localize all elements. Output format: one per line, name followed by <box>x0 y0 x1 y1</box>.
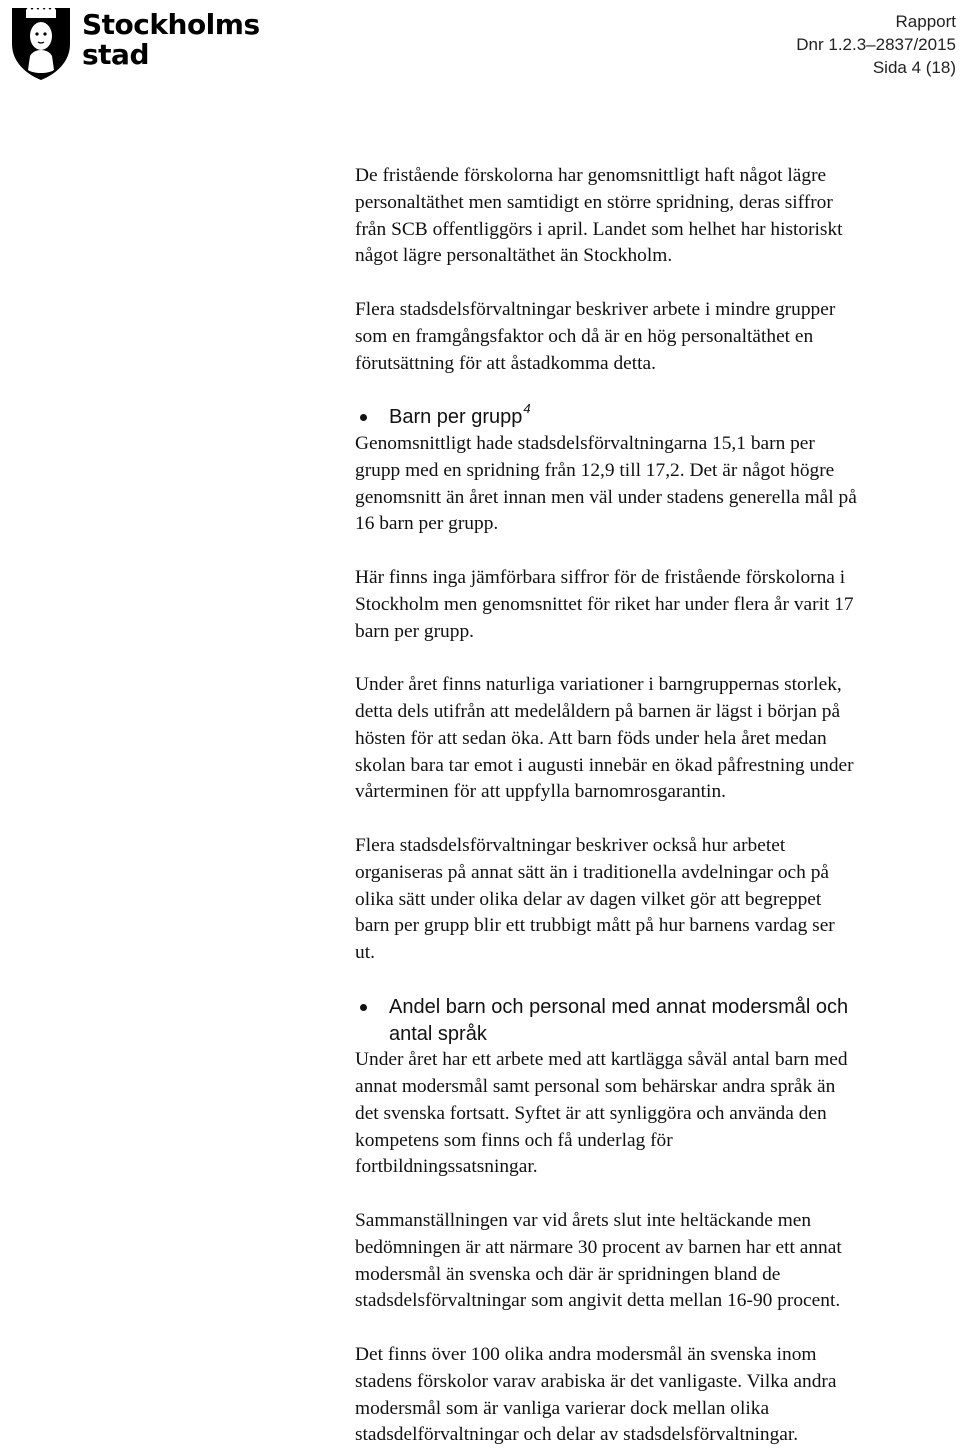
section-heading-mother-tongue <box>355 994 955 1048</box>
page-number: Sida 4 (18) <box>872 58 956 77</box>
text-line: Flera stadsdelsförvaltningar beskriver också hur arbetet <box>355 834 786 856</box>
paragraph-small-groups <box>355 297 955 377</box>
paragraph-organisation <box>355 833 955 967</box>
text-line: olika sätt under olika delar av dagen vilket gör att begreppet <box>355 888 822 910</box>
text-line: stadsdelsförvaltningar som angivit detta mellan 16-90 procent. <box>355 1290 841 1312</box>
text-line: det svenska fortsatt. Syftet är att synliggöra och använda den <box>355 1102 827 1124</box>
text-line: Stockholm men genomsnittet för riket har under flera år varit 17 <box>355 593 854 615</box>
text-line: detta dels utifrån att medelåldern på barnen är lägst i början på <box>355 700 841 722</box>
document-header-info <box>796 10 956 79</box>
paragraph-languages <box>355 1342 955 1449</box>
text-line: genomsnitt än året innan men väl under stadens generella mål på <box>355 486 857 508</box>
document-type: Rapport <box>895 12 956 31</box>
heading-line: Andel barn och personal med annat modersmål och <box>389 995 849 1018</box>
paragraph-mapping <box>355 1047 955 1181</box>
heading-line: antal språk <box>389 1022 487 1045</box>
text-line: fortbildningssatsningar. <box>355 1156 538 1178</box>
text-line: Genomsnittligt hade stadsdelsförvaltningarna 15,1 barn per <box>355 432 815 454</box>
text-line: något lägre personaltäthet än Stockholm. <box>355 245 673 267</box>
diary-number: Dnr 1.2.3–2837/2015 <box>796 35 956 54</box>
text-line: personaltäthet men samtidigt en större spridning, deras siffror <box>355 191 833 213</box>
text-line: Sammanställningen var vid årets slut inte heltäckande men <box>355 1210 812 1232</box>
text-line: organiseras på annat sätt än i traditionella avdelningar och på <box>355 861 830 883</box>
text-line: hösten för att sedan öka. Att barn föds under hela året medan <box>355 727 827 749</box>
text-line: vårterminen för att uppfylla barnomrosgarantin. <box>355 781 726 803</box>
text-line: Här finns inga jämförbara siffror för de fristående förskolorna i <box>355 566 846 588</box>
text-line: barn per grupp blir ett trubbigt mått på hur barnens vardag ser <box>355 915 835 937</box>
section-heading-barn-per-grupp <box>355 400 955 431</box>
text-line: från SCB offentliggörs i april. Landet som helhet har historiskt <box>355 218 843 240</box>
text-line: Det finns över 100 olika andra modersmål än svenska inom <box>355 1344 817 1366</box>
text-line: skolan bara tar emot i augusti innebär en ökad påfrestning under <box>355 754 854 776</box>
text-line: Under året finns naturliga variationer i barngruppernas storlek, <box>355 674 842 696</box>
paragraph-private-preschools <box>355 163 955 270</box>
bullet-icon <box>360 1004 367 1011</box>
text-line: stadens förskolor varav arabiska är det vanligaste. Vilka andra <box>355 1370 837 1392</box>
text-line: annat modersmål samt personal som behärskar andra språk än <box>355 1076 836 1098</box>
text-line: grupp med en spridning från 12,9 till 17,2. Det är något högre <box>355 459 835 481</box>
city-crest-icon <box>8 4 74 82</box>
paragraph-summary <box>355 1208 955 1315</box>
text-line: bedömningen är att närmare 30 procent av barnen har ett annat <box>355 1236 842 1258</box>
stockholms-stad-logo <box>8 4 260 82</box>
logo-line-2: stad <box>82 38 149 71</box>
paragraph-variations <box>355 672 955 806</box>
text-line: modersmål än svenska och där är spridningen bland de <box>355 1263 781 1285</box>
text-line: De fristående förskolorna har genomsnittligt haft något lägre <box>355 165 827 186</box>
logo-line-1: Stockholms <box>82 8 260 41</box>
text-line: kompetens som finns och få underlag för <box>355 1129 673 1151</box>
text-line: stadsdelförvaltningar och delar av stadsdelsförvaltningar. <box>355 1424 799 1446</box>
text-line: 16 barn per grupp. <box>355 513 499 535</box>
text-line: ut. <box>355 942 375 964</box>
text-line: modersmål som är vanliga varierar dock mellan olika <box>355 1397 770 1419</box>
heading-text: Barn per grupp <box>389 406 523 429</box>
text-line: Under året har ett arbete med att kartlägga såväl antal barn med <box>355 1049 848 1071</box>
paragraph-group-average <box>355 431 955 538</box>
text-line: Flera stadsdelsförvaltningar beskriver arbete i mindre grupper <box>355 298 836 320</box>
paragraph-national-comparison <box>355 565 955 645</box>
footnote-marker: 4 <box>523 400 531 416</box>
report-body <box>355 163 955 1449</box>
text-line: barn per grupp. <box>355 620 474 642</box>
text-line: som en framgångsfaktor och då är en hög personaltäthet en <box>355 325 814 347</box>
text-line: förutsättning för att åstadkomma detta. <box>355 352 657 374</box>
